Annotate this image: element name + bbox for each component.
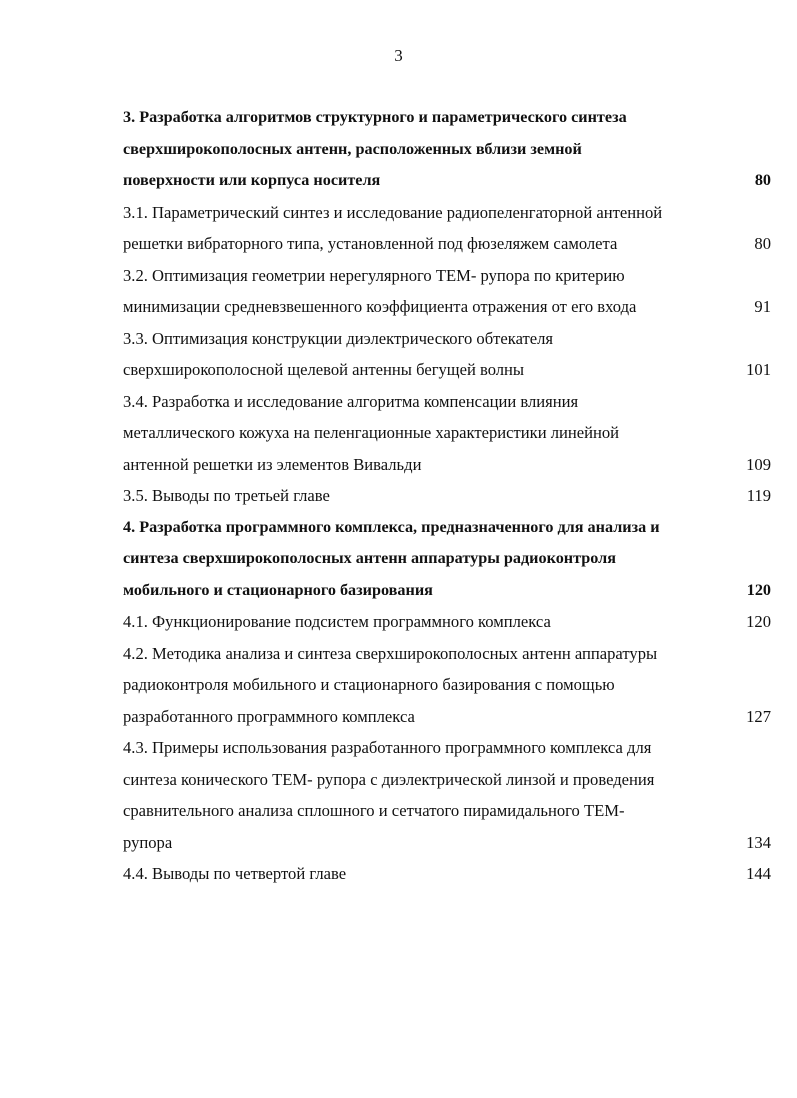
toc-entry-line: 4.1. Функционирование подсистем программного комплекса <box>123 612 551 631</box>
toc-page-number: 120 <box>746 580 771 599</box>
toc-entry-line: 4.3. Примеры использования разработанного программного комплекса для <box>123 738 652 757</box>
toc-entry-line: 3.4. Разработка и исследование алгоритма компенсации влияния <box>123 391 579 411</box>
toc-section <box>123 638 771 733</box>
toc-entry-line: сверхширокополосной щелевой антенны бегущей волны <box>123 360 525 379</box>
toc-entry-line: 3.5. Выводы по третьей главе <box>123 486 330 505</box>
toc-entry-line: сравнительного анализа сплошного и сетчатого пирамидального ТЕМ- <box>123 801 625 820</box>
toc-entry-title <box>123 197 711 260</box>
toc-section <box>123 260 771 323</box>
toc-entry-line: 3. Разработка алгоритмов структурного и параметрического синтеза <box>123 108 627 126</box>
toc-entry-line: поверхности или корпуса носителя <box>123 171 381 189</box>
toc-section <box>123 858 771 890</box>
toc-page-number: 91 <box>754 297 771 316</box>
toc-entry-line: 3.1. Параметрический синтез и исследование радиопеленгаторной антенной <box>123 202 663 222</box>
toc-entry-line: решетки вибраторного типа, установленной под фюзеляжем самолета <box>123 234 618 253</box>
toc-entry-title <box>123 480 711 512</box>
toc-chapter <box>123 102 771 197</box>
toc-entry-line: синтеза конического ТЕМ- рупора с диэлектрической линзой и проведения <box>123 769 655 789</box>
toc-entry-line: 3.2. Оптимизация геометрии нерегулярного ТЕМ- рупора по критерию <box>123 265 625 285</box>
toc-chapter <box>123 512 771 607</box>
toc-section <box>123 323 771 386</box>
toc-section <box>123 480 771 512</box>
toc-entry-line: синтеза сверхширокополосных антенн аппаратуры радиоконтроля <box>123 549 616 567</box>
toc-entry-line: 4.4. Выводы по четвертой главе <box>123 864 347 883</box>
toc-entry-title <box>123 606 711 638</box>
toc-page-number: 127 <box>746 706 771 726</box>
toc-entry-title <box>123 732 711 858</box>
toc-page-number: 144 <box>746 864 771 883</box>
toc-entry-line: 4. Разработка программного комплекса, предназначенного для анализа и <box>123 517 660 536</box>
toc-entry-title <box>123 512 711 607</box>
toc-entry-title <box>123 102 711 197</box>
toc-entry-line: минимизации средневзвешенного коэффициента отражения от его входа <box>123 297 637 316</box>
toc-entry-title <box>123 858 711 890</box>
toc-page-number: 109 <box>746 454 771 474</box>
toc-page-number: 120 <box>746 612 771 631</box>
toc-entry-line: рупора <box>123 832 173 852</box>
toc-entry-line: сверхширокополосных антенн, расположенных вблизи земной <box>123 139 582 158</box>
toc-section <box>123 197 771 260</box>
toc-entry-title <box>123 323 711 386</box>
toc-entry-line: 4.2. Методика анализа и синтеза сверхширокополосных антенн аппаратуры <box>123 643 658 663</box>
toc-page-number: 101 <box>746 360 771 379</box>
toc-page-number: 80 <box>754 171 771 189</box>
toc-section <box>123 732 771 858</box>
toc-entry-title <box>123 260 711 323</box>
toc-entry-line: металлического кожуха на пеленгационные характеристики линейной <box>123 423 620 442</box>
toc-entry-line: антенной решетки из элементов Вивальди <box>123 454 422 474</box>
toc-section <box>123 386 771 481</box>
page-number: 3 <box>394 46 403 65</box>
table-of-contents <box>123 102 771 890</box>
toc-entry-line: разработанного программного комплекса <box>123 706 415 726</box>
toc-entry-line: 3.3. Оптимизация конструкции диэлектрического обтекателя <box>123 328 554 348</box>
toc-entry-title <box>123 638 711 733</box>
toc-entry-line: радиоконтроля мобильного и стационарного базирования с помощью <box>123 675 615 694</box>
toc-entry-line: мобильного и стационарного базирования <box>123 580 433 599</box>
toc-section <box>123 606 771 638</box>
toc-entry-title <box>123 386 711 481</box>
toc-page-number: 134 <box>746 832 771 852</box>
toc-page-number: 119 <box>746 486 771 505</box>
toc-page-number: 80 <box>754 234 771 253</box>
